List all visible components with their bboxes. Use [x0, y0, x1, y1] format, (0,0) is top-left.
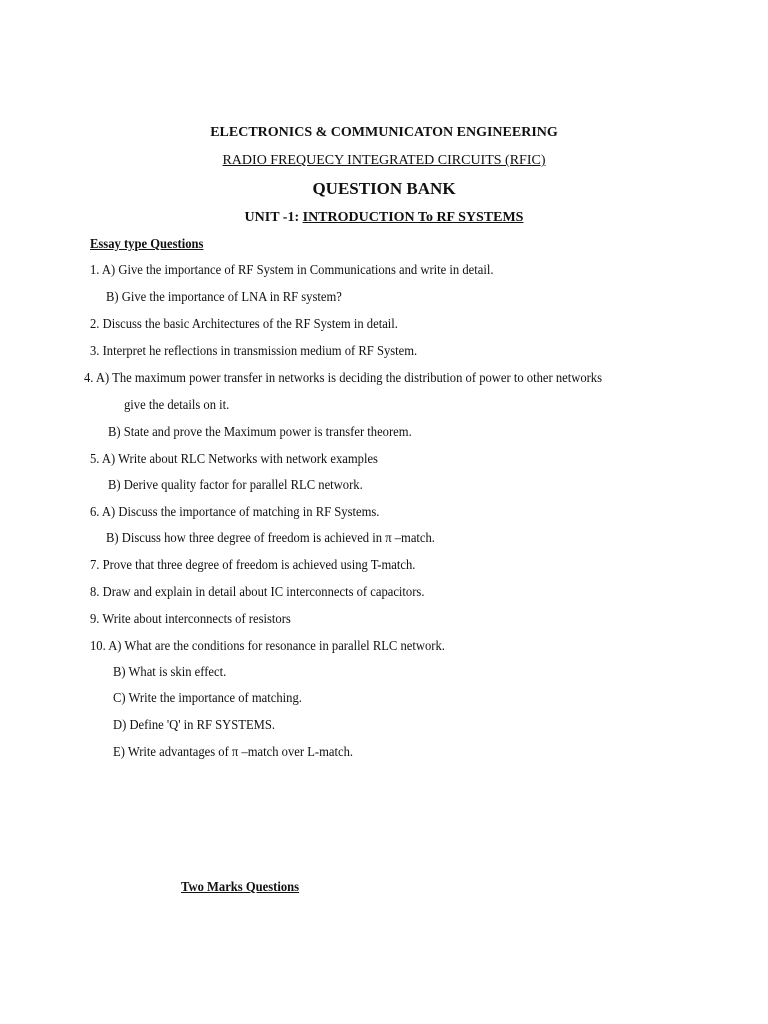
department-heading: ELECTRONICS & COMMUNICATON ENGINEERING [210, 125, 558, 140]
subject-heading: RADIO FREQUECY INTEGRATED CIRCUITS (RFIC) [222, 153, 546, 168]
question-line: E) Write advantages of π –match over L-match. [113, 745, 354, 760]
document-title: QUESTION BANK [312, 179, 456, 198]
question-line: C) Write the importance of matching. [113, 691, 302, 706]
question-line: 9. Write about interconnects of resistors [90, 612, 291, 627]
question-line: give the details on it. [124, 398, 230, 413]
question-line: B) Discuss how three degree of freedom is achieved in π –match. [106, 531, 435, 546]
question-line: 7. Prove that three degree of freedom is achieved using T-match. [90, 558, 416, 573]
question-line: 6. A) Discuss the importance of matching in RF Systems. [90, 505, 380, 520]
question-line: 10. A) What are the conditions for resonance in parallel RLC network. [90, 639, 445, 654]
essay-section-heading: Essay type Questions [90, 237, 204, 252]
unit-title: INTRODUCTION To RF SYSTEMS [302, 210, 524, 225]
question-line: 3. Interpret he reflections in transmission medium of RF System. [90, 344, 418, 359]
question-line: 4. A) The maximum power transfer in networks is deciding the distribution of power to other networks [84, 371, 603, 386]
question-line: 1. A) Give the importance of RF System in Communications and write in detail. [90, 263, 494, 278]
question-line: B) What is skin effect. [113, 665, 227, 680]
question-line: D) Define 'Q' in RF SYSTEMS. [113, 718, 276, 733]
question-line: 2. Discuss the basic Architectures of the RF System in detail. [90, 317, 398, 332]
question-line: B) Derive quality factor for parallel RLC network. [108, 478, 363, 493]
question-line: B) State and prove the Maximum power is transfer theorem. [108, 425, 412, 440]
question-line: 8. Draw and explain in detail about IC interconnects of capacitors. [90, 585, 425, 600]
two-marks-section-heading: Two Marks Questions [181, 880, 300, 895]
unit-prefix: UNIT -1: [244, 210, 303, 225]
unit-heading [0, 209, 768, 227]
question-line: B) Give the importance of LNA in RF system? [106, 290, 342, 305]
question-line: 5. A) Write about RLC Networks with network examples [90, 452, 378, 467]
